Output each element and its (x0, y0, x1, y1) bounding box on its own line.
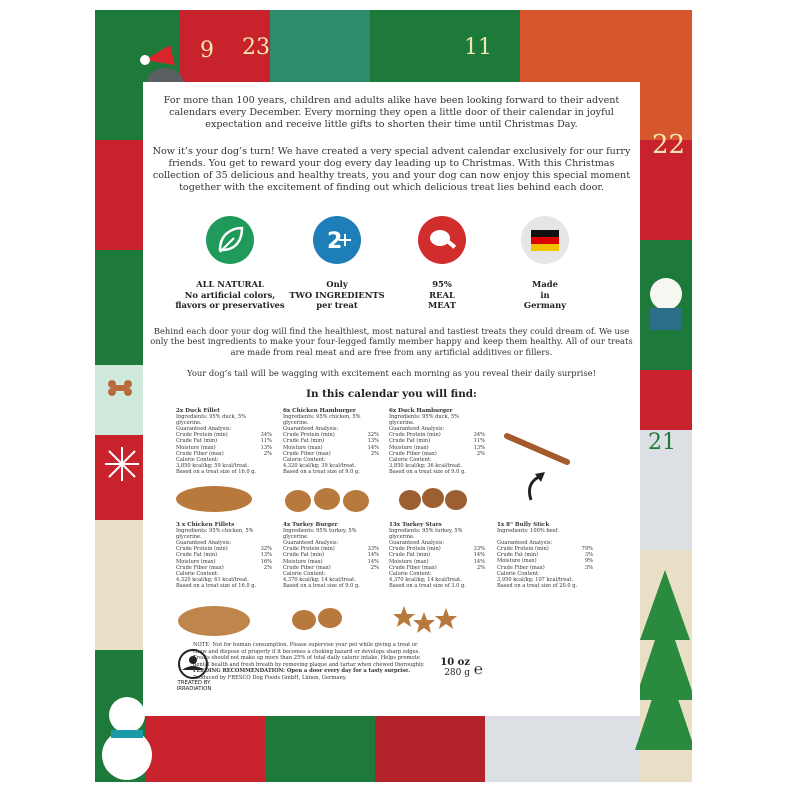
product-duck-fillet: 2x Duck Fillet Ingredients: 95% duck, 5% glycerine. Guaranteed Analysis: Crude Protein (min) 34% Crude Fat (min) 11% Moisture (max) 13% Crude Fiber (max) 2% Calorie Content: 3,850 kcal/kg; 59 kcal/treat. Based on a treat size of 16.0 g. (176, 408, 272, 475)
duck-hamburger-image (399, 490, 421, 510)
day-number: 21 (648, 430, 676, 455)
product-duck-hamburger: 6x Duck Hamburger Ingredients: 95% duck, 5% glycerine. Guaranteed Analysis: Crude Protein (min) 34% Crude Fat (min) 11% Moisture (max) 13% Crude Fiber (max) 2% Calorie Content: 3,850 kcal/kg; 36 kcal/treat. Based on a treat size of 9.0 g. (389, 408, 485, 475)
feature-made-in-germany: Made in Germany (523, 279, 567, 311)
chicken-hamburger-image (314, 488, 340, 510)
chicken-fillets-image (178, 606, 250, 636)
drumstick-icon (418, 216, 466, 264)
product-chicken-fillets: 3 x Chicken Fillets Ingredients: 95% chicken, 5% glycerine. Guaranteed Analysis: Crude Protein (min) 32% Crude Fat (min) 13% Moisture (max) 16% Crude Fiber (max) 2% Calorie Content: 4,320 kcal/kg; 61 kcal/treat. Based on a treat size of 16.0 g. (176, 522, 272, 589)
turkey-burger-image (318, 608, 342, 628)
day-number: 23 (242, 35, 270, 60)
feature-two-ingredients: Only TWO INGREDIENTS per treat (289, 279, 385, 311)
tile-red-bottom (145, 716, 265, 782)
day-number: 22 (652, 130, 686, 160)
tile-red-right-2 (640, 370, 692, 430)
usage-note: NOTE: Not for human consumption. Please supervise your pet while giving a treat or chew and dispose of properly if it becomes a choking hazard or develops sharp edges. Treats should not make up more than 25% of total daily caloric intake. Helps promote dental health and fresh breath by removing plaque and tartar when chewed thoroughly. FEEDING RECOMMENDATION: Open a door every day for a tasty surprise. Produced by FRESCO Dog Foods GmbH, Lünen, Germany. (193, 642, 425, 681)
tile-red-bottom-2 (375, 716, 485, 782)
behind-doors-paragraph: Behind each door your dog will find the healthiest, most natural and tastiest treats they could dream of. We use only the best ingredients to make your four-legged family member happy and keep them healthy. All of our treats are made from real meat and are free from any artificial additives or fillers. (150, 326, 633, 357)
day-number: 9 (200, 38, 214, 63)
tile-grey-bottom (485, 716, 640, 782)
tile-green-left (95, 250, 145, 365)
product-turkey-stars: 13x Turkey Stars Ingredients: 95% turkey, 5% glycerine. Guaranteed Analysis: Crude Protein (min) 33% Crude Fat (min) 14% Moisture (max) 14% Crude Fiber (max) 2% Calorie Content: 4,370 kcal/kg; 14 kcal/treat. Based on a treat size of 3.0 g. (389, 522, 485, 589)
polar-bear-icon (642, 272, 690, 332)
tail-wagging-text: Your dog’s tail will be wagging with excitement each morning as you reveal their daily surprise! (187, 368, 596, 378)
duck-hamburger-image (445, 490, 467, 510)
day-number: 11 (464, 35, 492, 60)
bone-icon (105, 375, 135, 401)
irradiation-label: TREATED BY IRRADIATION (176, 680, 212, 693)
tile-beige-left (95, 520, 145, 650)
tile-red-left (95, 140, 145, 250)
estimated-sign-icon: ℮ (474, 660, 484, 678)
product-bully-stick: 1x 8" Bully Stick Ingredients: 100% beef. Guaranteed Analysis: Crude Protein (min) 79% Crude Fat (min) 3% Moisture (max) 9% Crude Fiber (max) 3% Calorie Content: 3,950 kcal/kg; 107 kcal/treat. Based on a treat size of 20.0 g. (497, 522, 593, 589)
calendar-heading: In this calendar you will find: (306, 388, 477, 400)
duck-fillet-image (176, 486, 252, 512)
duck-hamburger-image (422, 488, 444, 508)
feature-real-meat: 95% REAL MEAT (428, 279, 456, 311)
two-ingredients-icon (313, 216, 361, 264)
turkey-burger-image (292, 610, 316, 630)
svg-text:2: 2 (327, 229, 343, 254)
turkey-stars-image (394, 602, 464, 638)
product-chicken-hamburger: 6x Chicken Hamburger Ingredients: 95% chicken, 5% glycerine. Guaranteed Analysis: Crude Protein (min) 32% Crude Fat (min) 13% Moisture (max) 14% Crude Fiber (max) 2% Calorie Content: 4,320 kcal/kg; 39 kcal/treat. Based on a treat size of 9.0 g. (283, 408, 379, 475)
christmas-tree-icon (635, 570, 692, 750)
german-flag-icon (521, 216, 569, 264)
bully-stick-image (497, 422, 577, 502)
intro-paragraph-1: For more than 100 years, children and adults alike have been looking forward to their advent calendars every December. Every morning they open a little door of their calendar in joyful expectation and receive little gifts to shorten their time until Christmas Day. (163, 95, 620, 130)
tile-green-bottom (265, 716, 375, 782)
net-weight: 10 oz 280 g (440, 657, 470, 678)
feature-natural: ALL NATURAL No artificial colors, flavors or preservatives (175, 279, 285, 311)
chicken-hamburger-image (343, 490, 369, 512)
chicken-hamburger-image (285, 490, 311, 512)
product-turkey-burger: 4x Turkey Burger Ingredients: 95% turkey, 5% glycerine. Guaranteed Analysis: Crude Protein (min) 33% Crude Fat (min) 14% Moisture (max) 14% Crude Fiber (max) 2% Calorie Content: 4,370 kcal/kg; 14 kcal/treat. Based on a treat size of 9.0 g. (283, 522, 379, 589)
intro-paragraph-2: Now it’s your dog’s turn! We have created a very special advent calendar exclusively for our furry friends. You get to reward your dog every day leading up to Christmas. With this Christmas collection of 35 delicious and healthy treats, you and your dog can now enjoy this special moment together with the excitement of finding out which delicious treat lies behind each door. (152, 146, 631, 193)
snowflake-icon (103, 445, 141, 483)
leaf-icon (206, 216, 254, 264)
